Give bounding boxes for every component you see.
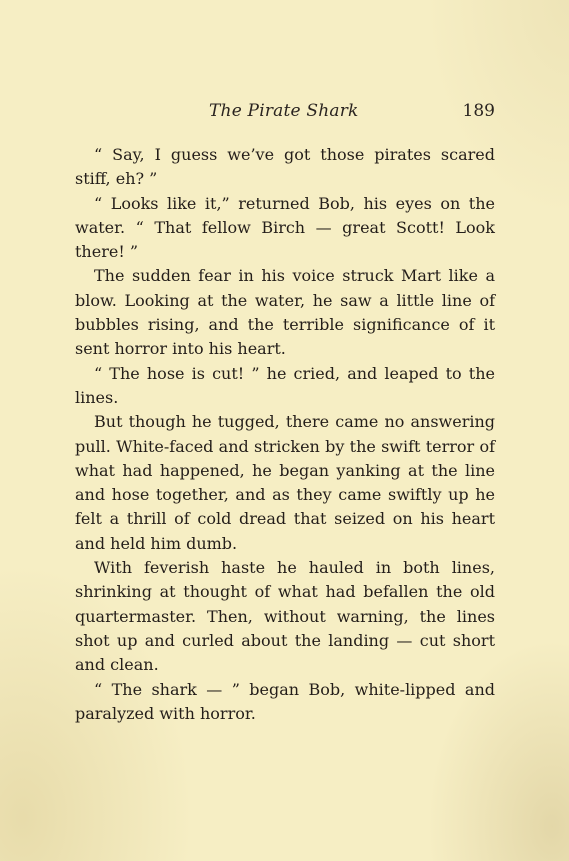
paragraph: With feverish haste he hauled in both lines, shrinking at thought of what had befallen the old quartermaster. Then, without warning, the lines shot up and curled about the landing — cut short and clean. (75, 558, 495, 675)
page-number: 189 (462, 101, 495, 121)
paragraph: “ The shark — ” began Bob, white-lipped and paralyzed with horror. (75, 679, 495, 723)
paragraph: “ Looks like it,” returned Bob, his eyes on the water. “ That fellow Birch — great Scott! Look there! ” (75, 193, 495, 262)
paragraph: The sudden fear in his voice struck Mart like a blow. Looking at the water, he saw a little line of bubbles rising, and the terrible significance of it sent horror into his heart. (75, 266, 495, 359)
running-title: The Pirate Shark (209, 101, 359, 121)
paragraph: But though he tugged, there came no answering pull. White-faced and stricken by the swift terror of what had happened, he began yanking at the line and hose together, and as they came swiftly up he felt a thrill of cold dread that seized on his heart and held him dumb. (75, 412, 495, 553)
page-header (75, 101, 495, 125)
paragraph: “ Say, I guess we’ve got those pirates scared stiff, eh? ” (75, 145, 495, 189)
body-text (75, 143, 495, 726)
paragraph: “ The hose is cut! ” he cried, and leaped to the lines. (75, 363, 495, 407)
